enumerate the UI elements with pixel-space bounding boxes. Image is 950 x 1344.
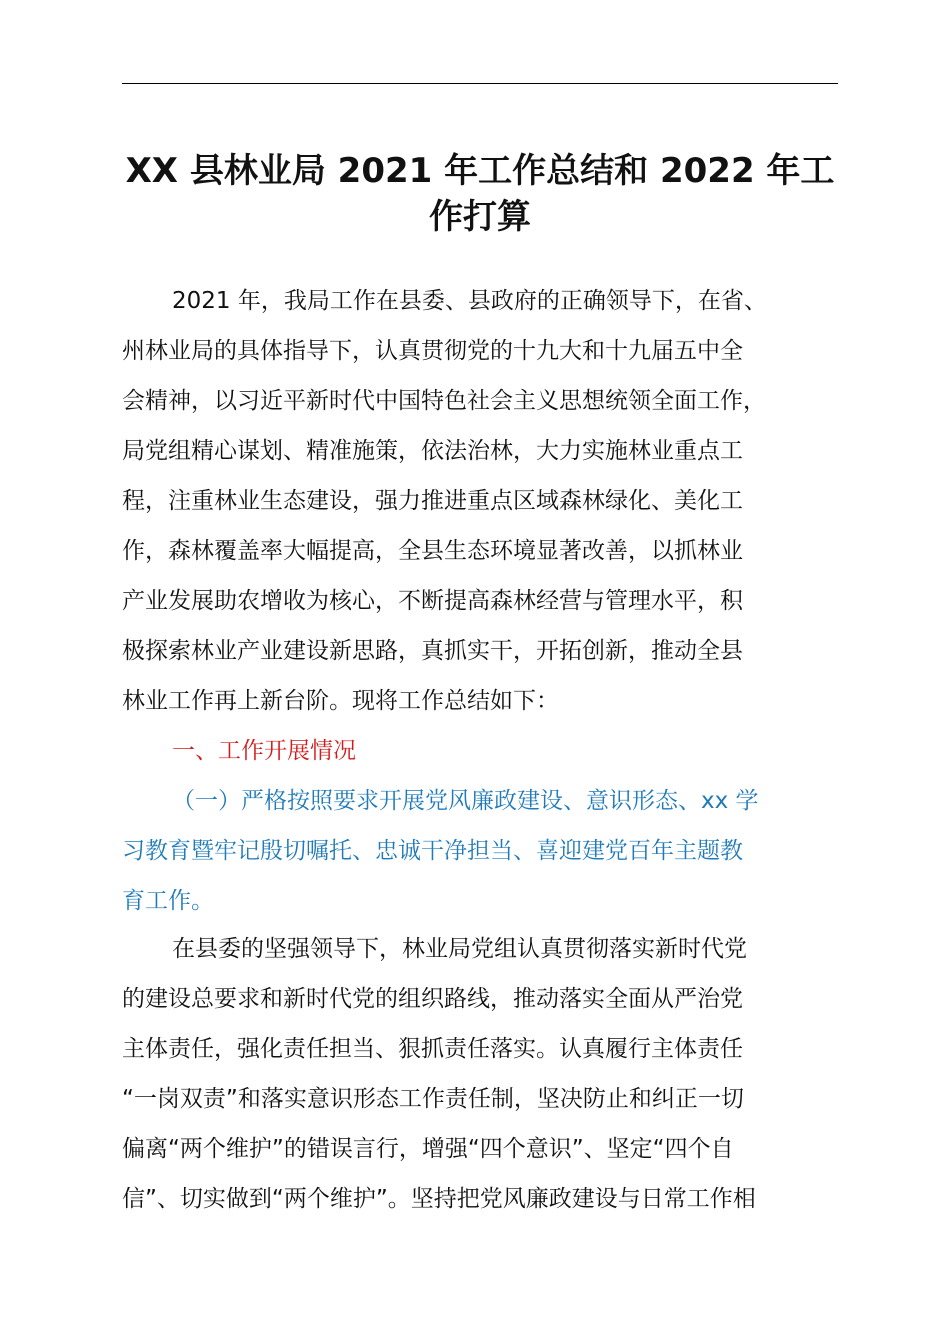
section-heading-text: 一、工作开展情况 [172, 738, 356, 764]
paragraph-line: 作，森林覆盖率大幅提高，全县生态环境显著改善，以抓林业 [122, 538, 743, 564]
paragraph-line: 州林业局的具体指导下，认真贯彻党的十九大和十九届五中全 [122, 338, 743, 364]
document-title [110, 148, 850, 240]
section-heading [122, 726, 860, 776]
subsection-heading [122, 776, 860, 926]
subsection-line: （一）严格按照要求开展党风廉政建设、意识形态、xx 学 [172, 788, 759, 814]
paragraph-line: 产业发展助农增收为核心，不断提高森林经营与管理水平，积 [122, 588, 743, 614]
paragraph-line: 在县委的坚强领导下，林业局党组认真贯彻落实新时代党 [172, 936, 747, 962]
paragraph-line: 主体责任，强化责任担当、狠抓责任落实。认真履行主体责任 [122, 1036, 743, 1062]
paragraph-line: 局党组精心谋划、精准施策，依法治林，大力实施林业重点工 [122, 438, 743, 464]
paragraph-line: 会精神，以习近平新时代中国特色社会主义思想统领全面工作， [122, 388, 766, 414]
header-rule [122, 83, 838, 84]
paragraph-line: 2021 年，我局工作在县委、县政府的正确领导下，在省、 [172, 288, 767, 314]
paragraph-line: 极探索林业产业建设新思路，真抓实干，开拓创新，推动全县 [122, 638, 743, 664]
subsection-line: 育工作。 [122, 888, 214, 914]
subsection-line: 习教育暨牢记殷切嘱托、忠诚干净担当、喜迎建党百年主题教 [122, 838, 743, 864]
paragraph-line: 偏离“两个维护”的错误言行，增强“四个意识”、坚定“四个自 [122, 1136, 734, 1162]
paragraph-line: 程，注重林业生态建设，强力推进重点区域森林绿化、美化工 [122, 488, 743, 514]
paragraph-line: 林业工作再上新台阶。现将工作总结如下： [122, 688, 559, 714]
body-paragraph [122, 924, 860, 1224]
paragraph-line: 信”、切实做到“两个维护”。坚持把党风廉政建设与日常工作相 [122, 1186, 756, 1212]
title-line-2: 作打算 [429, 197, 531, 237]
paragraph-line: 的建设总要求和新时代党的组织路线，推动落实全面从严治党 [122, 986, 743, 1012]
title-line-1: XX 县林业局 2021 年工作总结和 2022 年工 [125, 151, 835, 191]
paragraph-line: “一岗双责”和落实意识形态工作责任制，坚决防止和纠正一切 [122, 1086, 744, 1112]
intro-paragraph [122, 276, 860, 726]
